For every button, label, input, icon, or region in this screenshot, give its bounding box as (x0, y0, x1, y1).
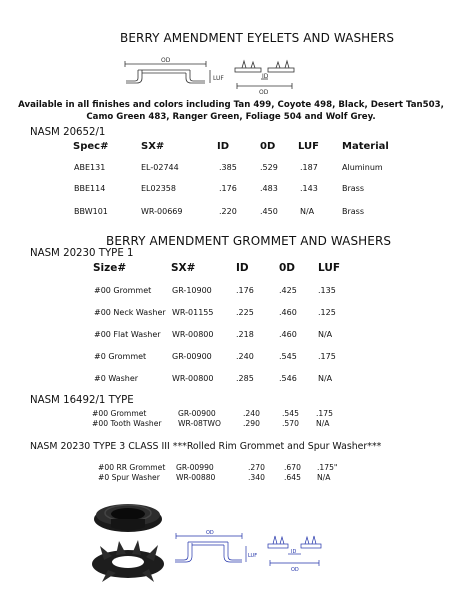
id-cell: .290 (243, 419, 260, 428)
luf-cell: .143 (300, 184, 318, 193)
od-label: OD (161, 57, 171, 64)
grommet-cross-section-diagram (175, 533, 246, 562)
luf-cell: N/A (317, 473, 331, 482)
od-cell: .645 (284, 473, 301, 482)
size-cell: #00 Neck Washer (94, 308, 166, 317)
luf-cell: N/A (318, 374, 333, 383)
grommet-washer-diagrams (170, 526, 340, 576)
section-heading-nasm20230-type3: NASM 20230 TYPE 3 CLASS III ***Rolled Rim Grommet and Spur Washer*** (30, 441, 382, 452)
id-cell: .270 (248, 463, 265, 472)
id-cell: .176 (219, 184, 237, 193)
sx-cell: WR-00800 (172, 330, 214, 339)
luf-cell: .135 (318, 286, 336, 295)
sx-cell: GR-10900 (172, 286, 212, 295)
sx-cell: WR-01155 (172, 308, 214, 317)
od-cell: .529 (260, 163, 278, 172)
id-cell: .340 (248, 473, 265, 482)
col-header-material: Material (342, 141, 389, 152)
sx-cell: WR-00880 (176, 473, 216, 482)
od-cell: .670 (284, 463, 301, 472)
od-cell: .425 (279, 286, 297, 295)
sx-cell: WR-00800 (172, 374, 214, 383)
spur-washer-image (92, 540, 164, 582)
size-cell: #0 Spur Washer (98, 473, 160, 482)
id-cell: .385 (219, 163, 237, 172)
od-label: OD (206, 530, 214, 536)
col-header-luf: LUF (318, 262, 341, 274)
id-cell: .240 (236, 352, 254, 361)
id-label: ID (291, 549, 297, 555)
luf-cell: .187 (300, 163, 318, 172)
luf-cell: N/A (316, 419, 330, 428)
luf-cell: .125 (318, 308, 336, 317)
col-header-id: ID (236, 262, 249, 274)
size-cell: #00 Tooth Washer (92, 419, 162, 428)
grommet-title: BERRY AMENDMENT GROMMET AND WASHERS (106, 234, 392, 248)
col-header-spec: Spec# (73, 141, 109, 152)
section-heading-nasm20230: NASM 20230 TYPE 1 (30, 248, 134, 259)
material-cell: Brass (342, 207, 365, 216)
od-label: OD (291, 567, 299, 573)
sx-cell: EL02358 (141, 184, 176, 193)
luf-label: LUF (213, 75, 224, 82)
id-cell: .240 (243, 409, 260, 418)
od-cell: .545 (282, 409, 299, 418)
col-header-od: 0D (260, 141, 276, 152)
size-cell: #00 Flat Washer (94, 330, 161, 339)
od-cell: .570 (282, 419, 299, 428)
size-cell: #00 Grommet (92, 409, 147, 418)
sx-cell: GR-00900 (178, 409, 216, 418)
od-cell: .545 (279, 352, 297, 361)
rolled-rim-grommet-image (94, 504, 162, 532)
luf-cell: .175 (316, 409, 333, 418)
size-cell: #0 Washer (94, 374, 139, 383)
od-cell: .483 (260, 184, 278, 193)
sx-cell: WR-08TWO (178, 419, 222, 428)
material-cell: Aluminum (342, 163, 383, 172)
luf-cell: N/A (300, 207, 315, 216)
section-heading-nasm16492: NASM 16492/1 TYPE (30, 395, 134, 406)
luf-label: LUF (248, 553, 258, 559)
grommet-and-spur-washer-photo (86, 494, 172, 590)
availability-note: Available in all finishes and colors including Tan 499, Coyote 498, Black, Desert Tan503, Camo Green 483, Ranger Green, Foliage 504 and Wolf Grey. (18, 100, 444, 122)
col-header-sx: SX# (171, 262, 196, 274)
sx-cell: GR-00900 (172, 352, 212, 361)
spec-cell: BBW101 (74, 207, 108, 216)
id-cell: .225 (236, 308, 254, 317)
sx-cell: EL-02744 (141, 163, 179, 172)
spec-cell: BBE114 (74, 184, 106, 193)
col-header-luf: LUF (298, 141, 319, 152)
eyelet-cross-section-diagram (125, 61, 210, 83)
luf-cell: .175 (318, 352, 336, 361)
od-cell: .460 (279, 308, 297, 317)
od-label: OD (259, 89, 269, 96)
section-heading-nasm20652: NASM 20652/1 (30, 127, 106, 138)
size-cell: #00 Grommet (94, 286, 152, 295)
od-cell: .546 (279, 374, 297, 383)
od-cell: .450 (260, 207, 278, 216)
eyelet-diagrams (118, 54, 348, 98)
sx-cell: GR-00990 (176, 463, 214, 472)
luf-cell: .175" (317, 463, 338, 472)
sx-cell: WR-00669 (141, 207, 183, 216)
od-cell: .460 (279, 330, 297, 339)
id-label: ID (262, 73, 269, 80)
col-header-sx: SX# (141, 141, 165, 152)
id-cell: .218 (236, 330, 254, 339)
size-cell: #0 Grommet (94, 352, 147, 361)
luf-cell: N/A (318, 330, 333, 339)
id-cell: .176 (236, 286, 254, 295)
col-header-od: 0D (279, 262, 296, 274)
id-cell: .285 (236, 374, 254, 383)
id-cell: .220 (219, 207, 237, 216)
col-header-id: ID (217, 141, 230, 152)
material-cell: Brass (342, 184, 365, 193)
spec-cell: ABE131 (74, 163, 106, 172)
col-header-size: Size# (93, 262, 127, 274)
eyelets-title: BERRY AMENDMENT EYELETS AND WASHERS (120, 31, 395, 45)
size-cell: #00 RR Grommet (98, 463, 166, 472)
